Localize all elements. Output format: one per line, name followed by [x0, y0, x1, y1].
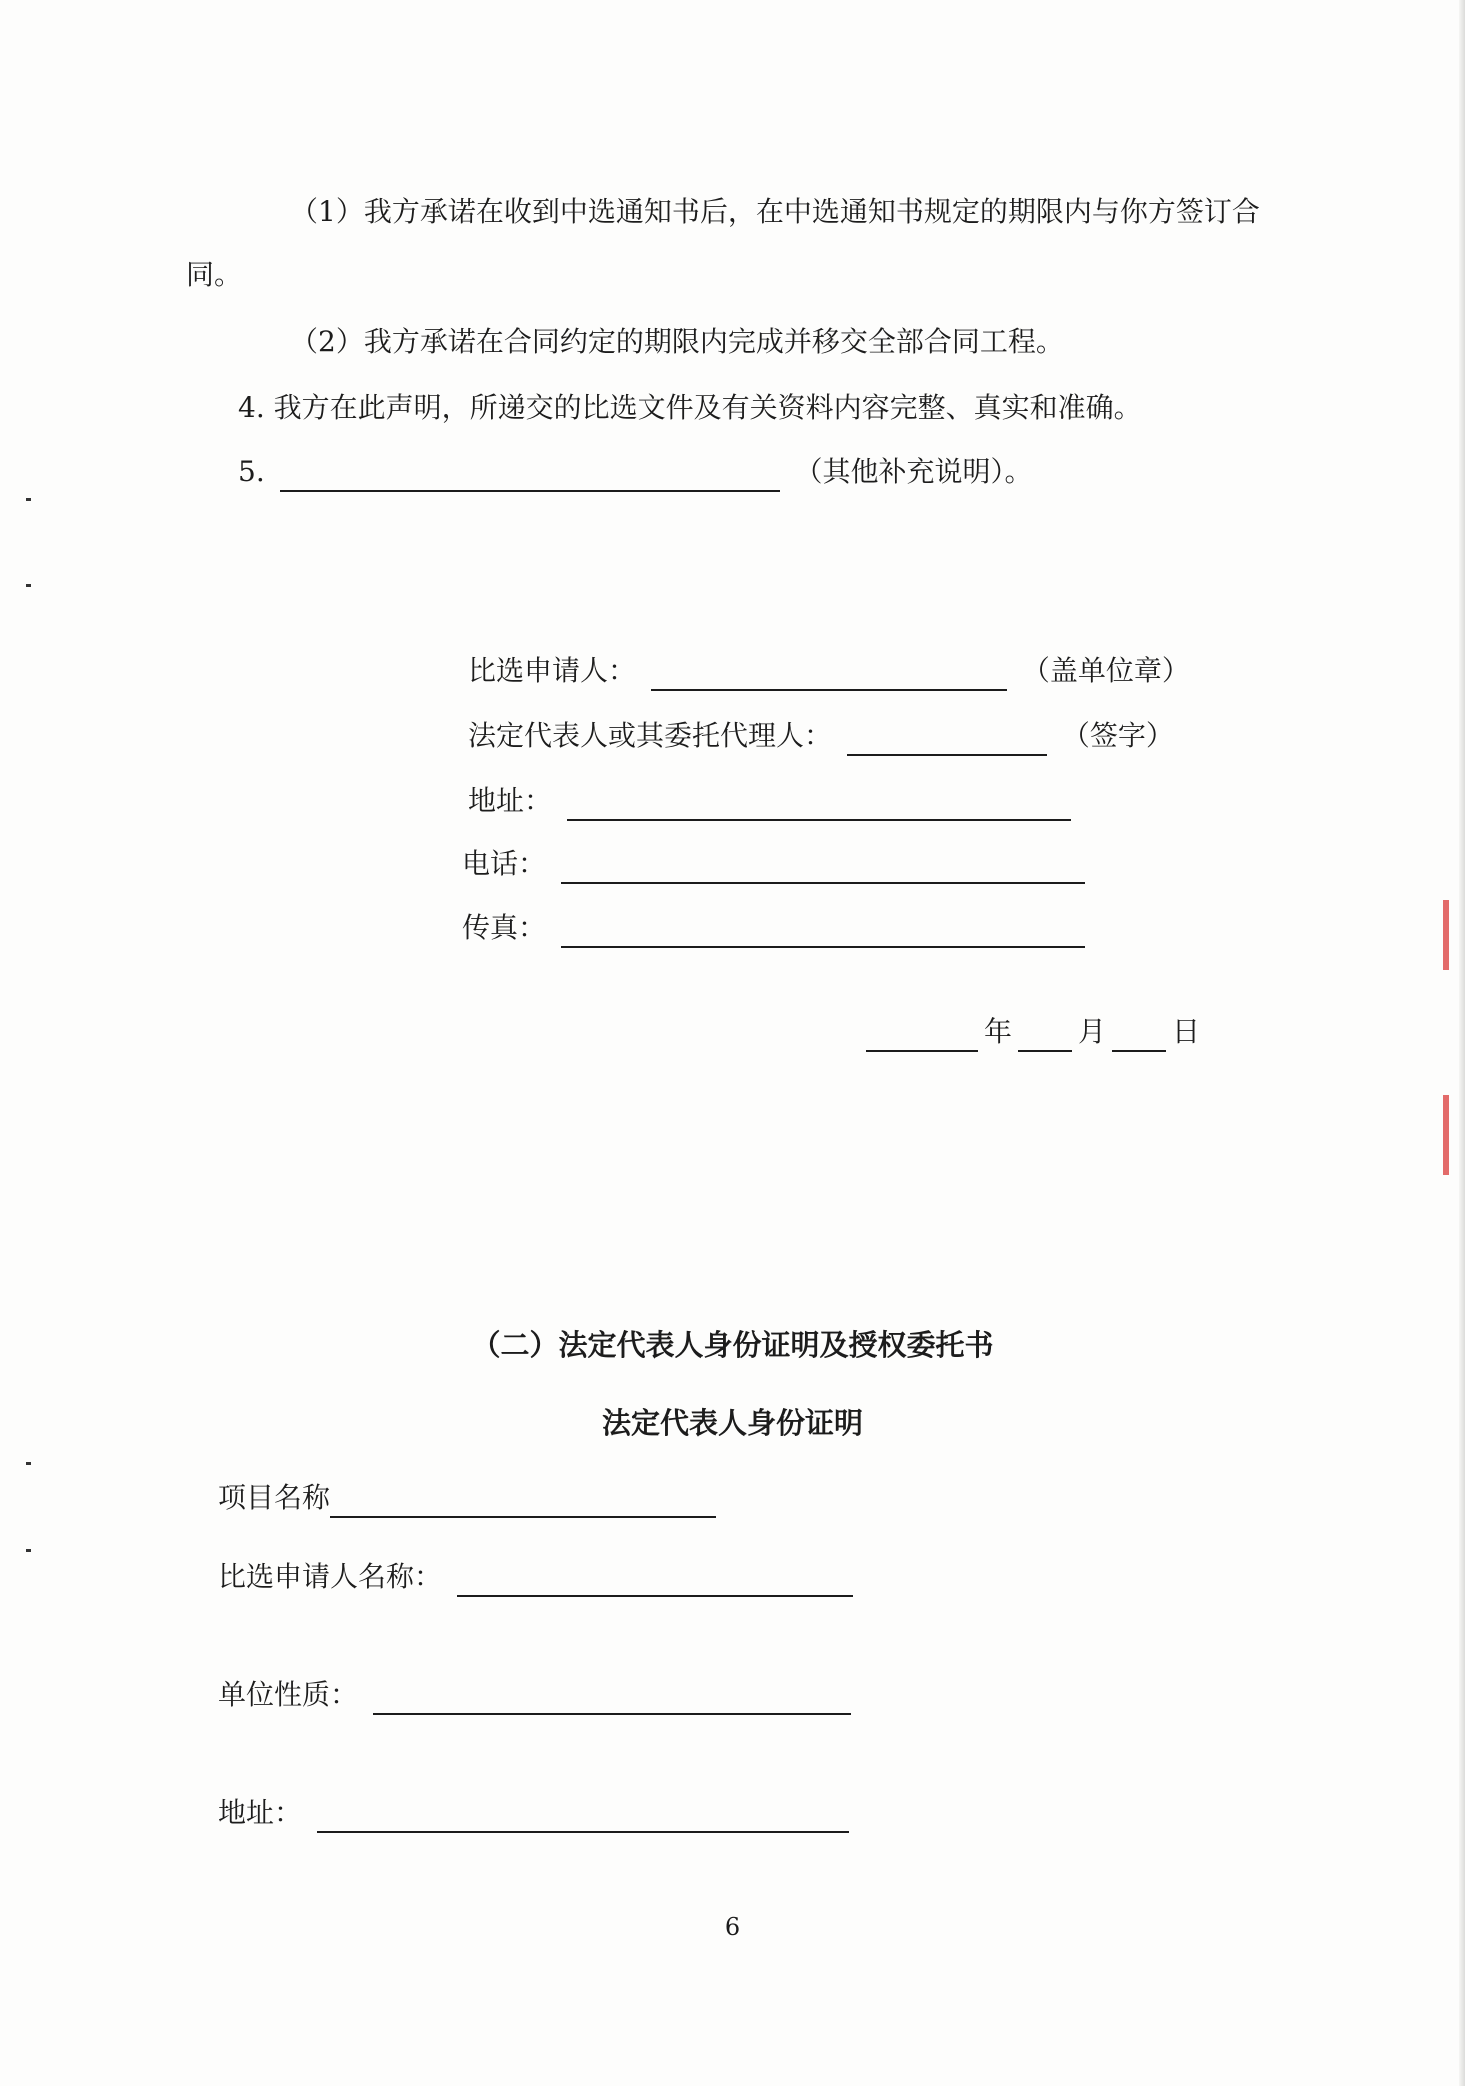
phone-field[interactable]	[561, 852, 1085, 884]
applicant-suffix: （盖单位章）	[1021, 654, 1190, 687]
unit-nature-row	[218, 1675, 857, 1715]
statement-5-number: 5.	[238, 455, 265, 488]
section-address-field[interactable]	[317, 1801, 849, 1833]
applicant-name-row	[218, 1557, 859, 1597]
page-number: 6	[724, 1913, 741, 1941]
commitment-2: （2）我方承诺在合同约定的期限内完成并移交全部合同工程。	[290, 325, 1064, 358]
applicant-name-label: 比选申请人名称：	[218, 1560, 443, 1593]
applicant-row	[468, 651, 1190, 691]
representative-row	[468, 716, 1174, 756]
seal-fragment	[1443, 1095, 1465, 1175]
month-label: 月	[1078, 1015, 1107, 1048]
project-name-label: 项目名称	[218, 1481, 331, 1514]
section-address-row	[218, 1793, 855, 1833]
statement-4: 4. 我方在此声明，所递交的比选文件及有关资料内容完整、真实和准确。	[238, 391, 1142, 424]
scan-speck	[26, 1462, 31, 1465]
year-field[interactable]	[866, 1020, 978, 1052]
year-label: 年	[984, 1015, 1013, 1048]
supplementary-note-field[interactable]	[280, 460, 780, 492]
commitment-1-line-2: 同。	[186, 258, 243, 291]
section-title: （二）法定代表人身份证明及授权委托书	[471, 1328, 994, 1362]
scan-speck	[26, 498, 31, 501]
phone-row	[462, 844, 1091, 884]
signature-address-field[interactable]	[567, 789, 1071, 821]
seal-fragment	[1443, 900, 1465, 970]
day-label: 日	[1172, 1015, 1201, 1048]
representative-signature-field[interactable]	[847, 724, 1047, 756]
fax-label: 传真：	[462, 911, 547, 944]
project-name-row	[218, 1478, 722, 1518]
applicant-field[interactable]	[651, 659, 1007, 691]
scan-edge	[1459, 0, 1465, 2086]
signature-address-label: 地址：	[468, 784, 553, 817]
month-field[interactable]	[1018, 1020, 1072, 1052]
statement-5	[238, 452, 1033, 492]
applicant-name-field[interactable]	[457, 1565, 853, 1597]
representative-label: 法定代表人或其委托代理人：	[468, 719, 833, 752]
applicant-label: 比选申请人：	[468, 654, 637, 687]
signature-address-row	[468, 781, 1077, 821]
fax-row	[462, 908, 1091, 948]
scan-speck	[26, 584, 31, 587]
section-address-label: 地址：	[218, 1796, 303, 1829]
statement-5-suffix: （其他补充说明）。	[794, 455, 1033, 488]
phone-label: 电话：	[462, 847, 547, 880]
representative-suffix: （签字）	[1061, 719, 1174, 752]
fax-field[interactable]	[561, 916, 1085, 948]
project-name-field[interactable]	[330, 1486, 716, 1518]
section-subtitle: 法定代表人身份证明	[601, 1406, 863, 1440]
scan-speck	[26, 1549, 31, 1552]
date-row	[866, 1012, 1200, 1052]
commitment-1-line-1: （1）我方承诺在收到中选通知书后，在中选通知书规定的期限内与你方签订合	[290, 195, 1260, 228]
day-field[interactable]	[1112, 1020, 1166, 1052]
unit-nature-label: 单位性质：	[218, 1678, 359, 1711]
unit-nature-field[interactable]	[373, 1683, 851, 1715]
